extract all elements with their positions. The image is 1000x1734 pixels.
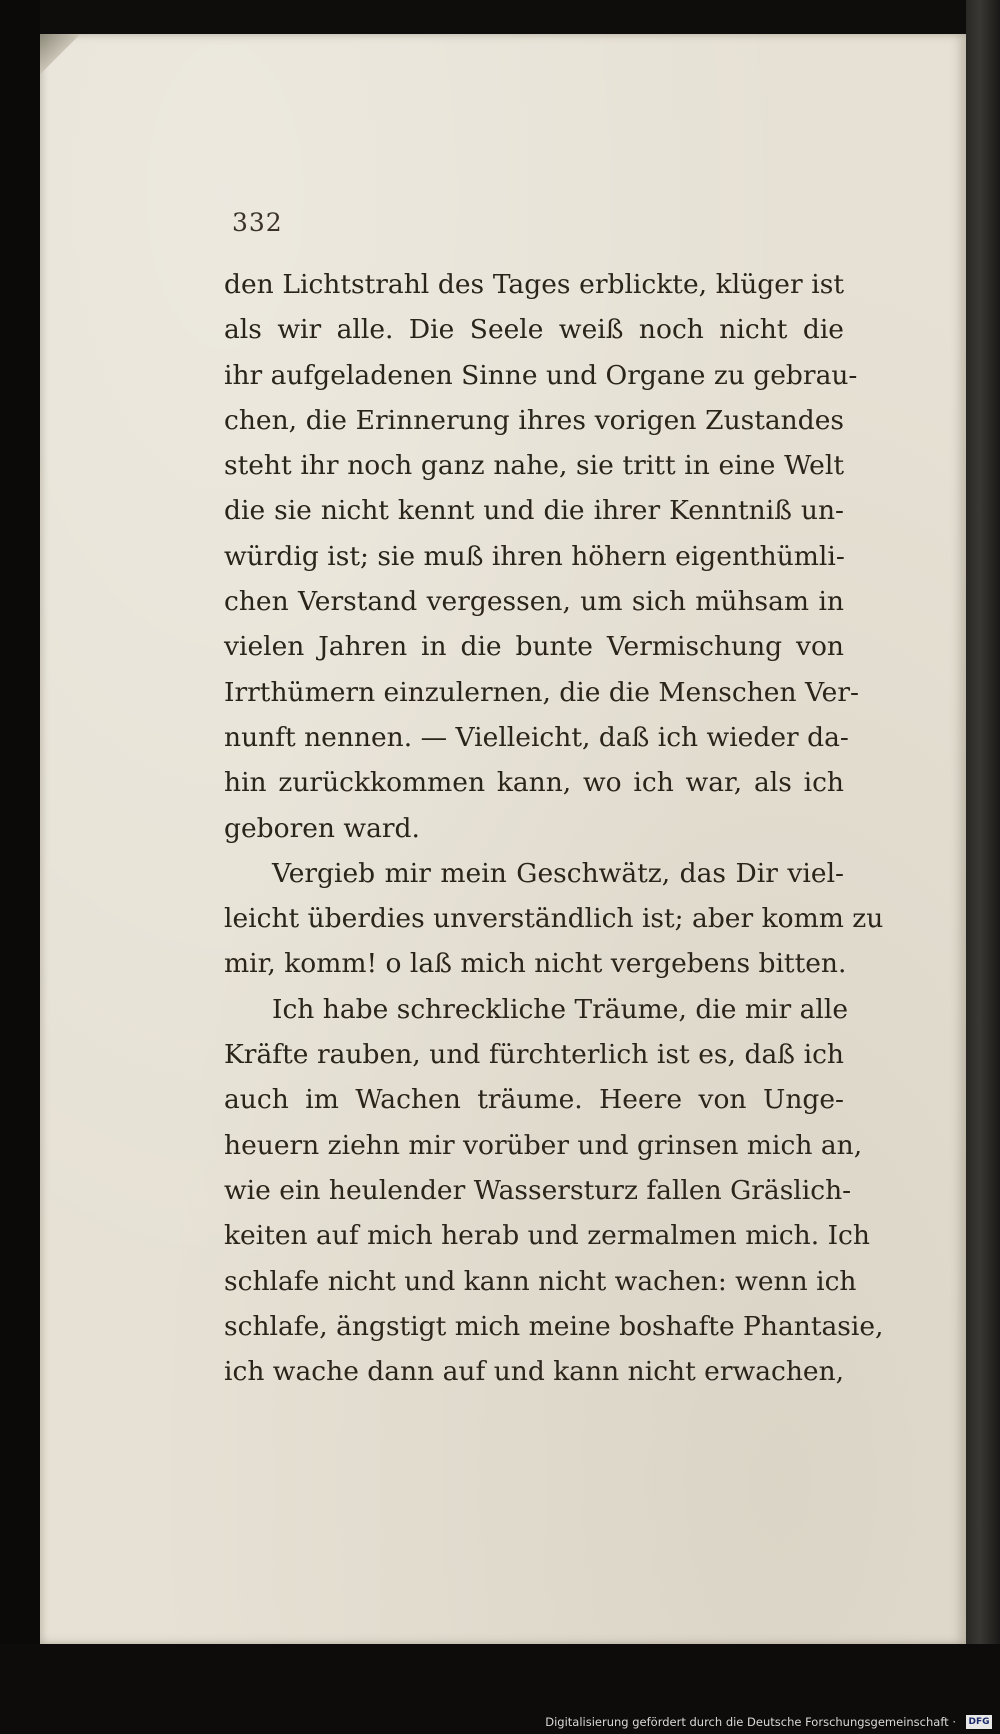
text-line: Vergieb mir mein Geschwätz, das Dir viel- <box>272 857 844 889</box>
text-line: chen, die Erinnerung ihres vorigen Zustandes <box>224 404 844 436</box>
text-line: ich wache dann auf und kann nicht erwachen, <box>224 1356 845 1388</box>
text-line: schlafe nicht und kann nicht wachen: wenn ich <box>224 1265 857 1297</box>
text-line: Kräfte rauben, und fürchterlich ist es, daß ich <box>224 1039 844 1071</box>
page-text <box>224 262 884 1394</box>
text-line: steht ihr noch ganz nahe, sie tritt in eine Welt <box>224 450 844 482</box>
text-line: Ich habe schreckliche Träume, die mir alle <box>272 993 848 1025</box>
page-corner-fold <box>40 34 80 74</box>
text-line: die sie nicht kennt und die ihrer Kenntniß un- <box>224 495 844 527</box>
text-line: heuern ziehn mir vorüber und grinsen mich an, <box>224 1129 863 1161</box>
text-line: würdig ist; sie muß ihren höhern eigenthümli- <box>224 540 845 572</box>
top-scan-edge <box>0 0 1000 34</box>
text-line: den Lichtstrahl des Tages erblickte, klüger ist <box>224 269 844 300</box>
dfg-logo: DFG <box>966 1715 992 1729</box>
text-line: hin zurückkommen kann, wo ich war, als ich <box>224 767 844 799</box>
text-line: schlafe, ängstigt mich meine boshafte Phantasie, <box>224 1310 884 1342</box>
text-line: geboren ward. <box>224 812 420 844</box>
text-line: nunft nennen. — Vielleicht, daß ich wieder da- <box>224 721 849 753</box>
text-line: als wir alle. Die Seele weiß noch nicht die <box>224 314 844 346</box>
text-line: Irrthümern einzulernen, die die Menschen Ver- <box>224 676 859 708</box>
text-line: vielen Jahren in die bunte Vermischung von <box>224 631 844 663</box>
text-line: ihr aufgeladenen Sinne und Organe zu gebrau- <box>224 359 858 391</box>
text-line: auch im Wachen träume. Heere von Unge- <box>224 1084 844 1116</box>
digitization-credit: Digitalisierung gefördert durch die Deutsche Forschungsgemeinschaft · <box>545 1715 956 1729</box>
text-line: leicht überdies unverständlich ist; aber komm zu <box>224 903 884 935</box>
page-number: 332 <box>232 208 283 237</box>
book-cover-edge <box>966 0 1000 1734</box>
text-line: mir, komm! o laß mich nicht vergebens bitten. <box>224 948 847 980</box>
left-scan-edge <box>0 0 40 1734</box>
text-line: keiten auf mich herab und zermalmen mich. Ich <box>224 1220 870 1252</box>
text-line: wie ein heulender Wassersturz fallen Gräslich- <box>224 1174 852 1206</box>
text-line: chen Verstand vergessen, um sich mühsam in <box>224 586 844 618</box>
